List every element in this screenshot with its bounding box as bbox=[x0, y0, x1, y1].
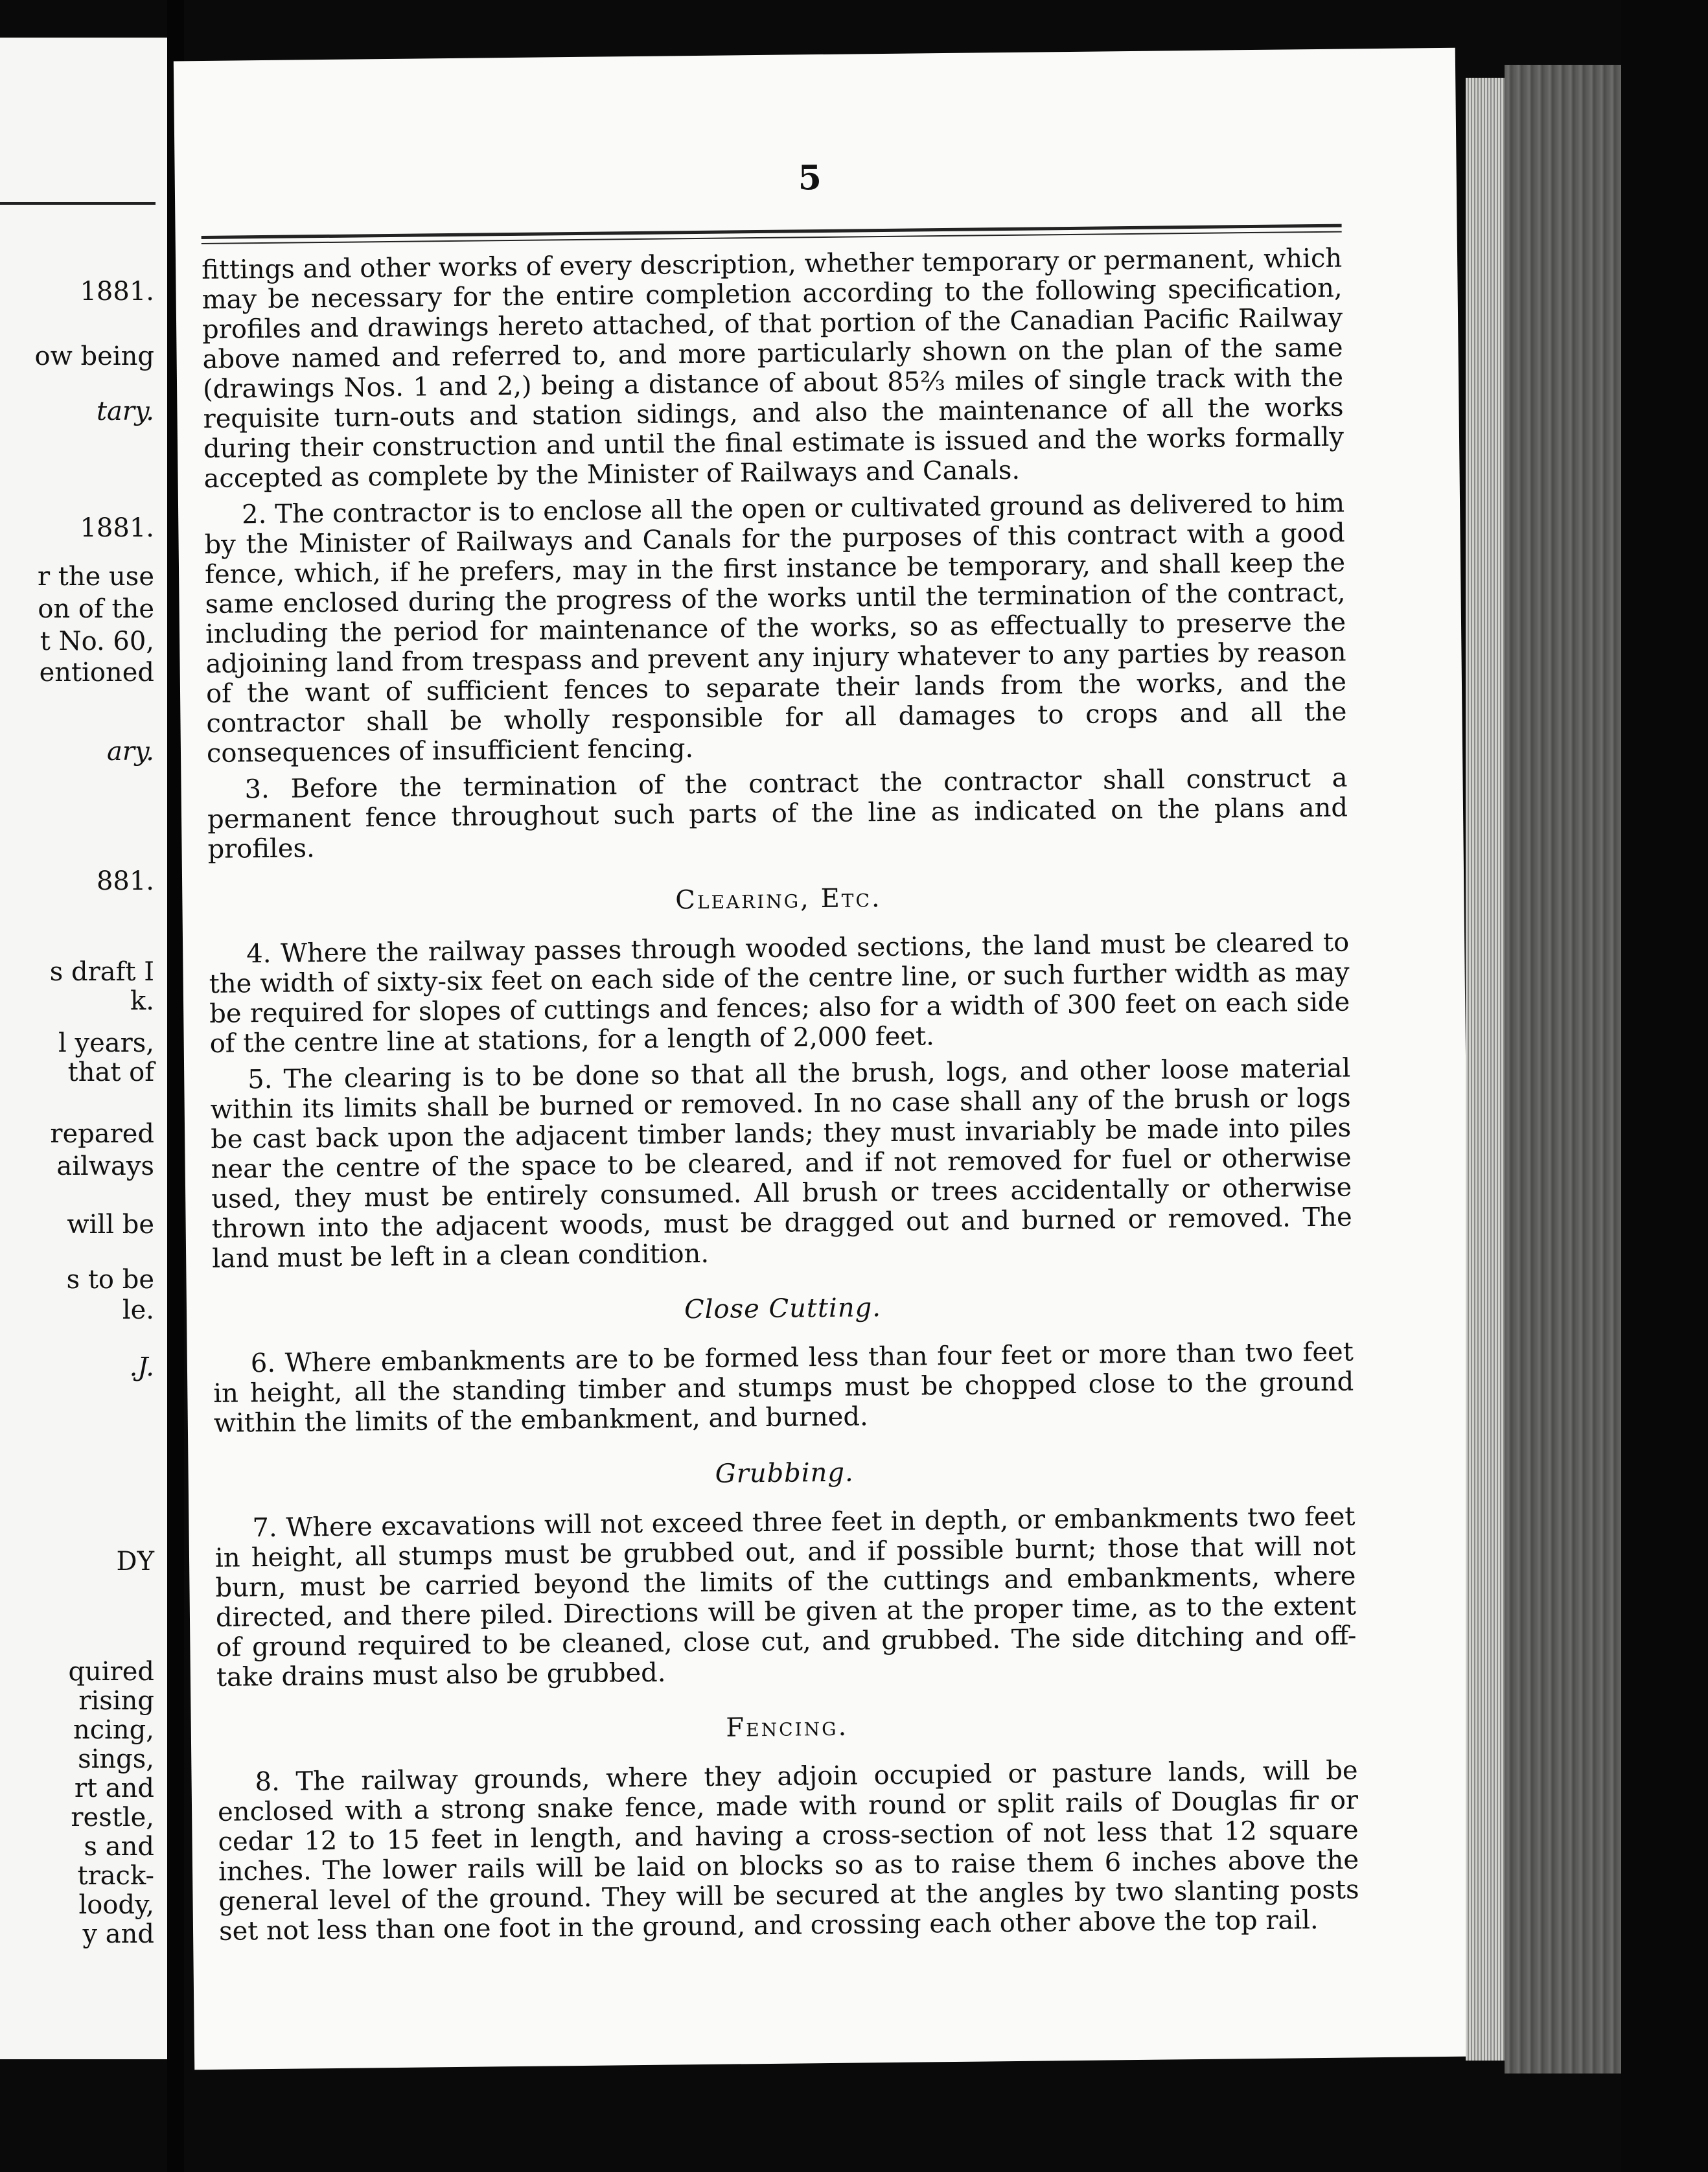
left-page-line: y and bbox=[82, 1919, 154, 1949]
left-page-line: 1881. bbox=[80, 513, 154, 543]
left-page-line: ow being bbox=[34, 341, 154, 371]
left-page-line: rising bbox=[78, 1686, 154, 1716]
left-page-line: tary. bbox=[96, 397, 154, 426]
paragraph: 8. The railway grounds, where they adjoin occupied or pasture lands, will be enclosed with a strong snake fence, made with round or split rails of Douglas fir or cedar 12 to 15 feet in length, and having a cross-section of not less that 12 square inches. The lower rails will be laid on blocks so as to raise them 6 inches above the general level of the ground. They will be secured at the angles by two slanting posts set not less than one foot in the ground, and crossing each other above the top rail. bbox=[217, 1755, 1359, 1947]
section-heading: Clearing, Etc. bbox=[675, 883, 882, 916]
left-page-line: will be bbox=[67, 1210, 154, 1240]
left-page-line: s to be bbox=[66, 1265, 154, 1295]
paragraph: 6. Where embankments are to be formed less than four feet or more than two feet in height, all the standing timber and stumps must be chopped close to the ground within the limits of the embankment, and burned. bbox=[213, 1337, 1354, 1438]
left-page-line: le. bbox=[122, 1295, 154, 1325]
left-page-line: track- bbox=[77, 1861, 154, 1891]
left-page-line: l years, bbox=[58, 1028, 154, 1058]
left-page-line: 1881. bbox=[80, 277, 154, 306]
left-page-line: s draft I bbox=[49, 957, 154, 987]
page-edges bbox=[1466, 78, 1505, 2061]
section-subheading: Grubbing. bbox=[715, 1457, 854, 1489]
left-page-line: rt and bbox=[74, 1773, 154, 1803]
paragraph: 3. Before the termination of the contract the contractor shall construct a permanent fence throughout such parts of the line as indicated on the plans and profiles. bbox=[207, 763, 1348, 864]
left-page-line: 881. bbox=[96, 866, 154, 896]
left-page-line: that of bbox=[67, 1057, 154, 1087]
section-subheading: Close Cutting. bbox=[684, 1293, 882, 1325]
book-cover-edge bbox=[1505, 65, 1621, 2074]
left-page-line: ary. bbox=[107, 737, 154, 767]
paragraph: 4. Where the railway passes through wooded sections, the land must be cleared to the width of sixty-six feet on each side of the centre line, or such further width as may be required for slopes of cuttings and fences; also for a width of 300 feet on each side of the centre line at stations, for a length of 2,000 feet. bbox=[209, 927, 1350, 1059]
left-page-line: restle, bbox=[71, 1803, 154, 1832]
left-page-line: t No. 60, bbox=[40, 627, 154, 656]
paragraph: 7. Where excavations will not exceed three feet in depth, or embankments two feet in height, all stumps must be grubbed out, and if possible burnt; those that will not burn, must be carried beyond the limits of the cuttings and embankments, where directed, and there piled. Directions will be given at the proper time, as to the extent of ground required to be cleaned, close cut, and grubbed. The side ditching and off-take drains must also be grubbed. bbox=[214, 1501, 1357, 1693]
document-page bbox=[174, 48, 1476, 2070]
left-page-line: on of the bbox=[38, 594, 154, 624]
left-page-line: k. bbox=[130, 986, 154, 1016]
left-page-line: s and bbox=[84, 1832, 154, 1862]
left-page-line: entioned bbox=[39, 658, 154, 687]
left-page-line: r the use bbox=[37, 562, 154, 592]
left-page-line: .J. bbox=[129, 1352, 154, 1382]
left-page-line: ncing, bbox=[73, 1715, 154, 1745]
left-page-line: ailways bbox=[56, 1151, 154, 1181]
left-page-line: repared bbox=[50, 1119, 154, 1149]
paragraph: fittings and other works of every description, whether temporary or permanent, which may be necessary for the entire completion according to the following specification, profiles and drawings hereto attached, of that portion of the Canadian Pacific Railway above named and referred to, and more particularly shown on the plan of the same (drawings Nos. 1 and 2,) being a distance of about 85⅔ miles of single track with the requisite turn-outs and station sidings, and also the maintenance of all the works during their construction and until the final estimate is issued and the works formally accepted as complete by the Minister of Railways and Canals. bbox=[201, 243, 1344, 494]
paragraph: 2. The contractor is to enclose all the open or cultivated ground as delivered to him by the Minister of Railways and Canals for the purposes of this contract with a good fence, which, if he prefers, may in the first instance be temporary, and shall keep the same enclosed during the progress of the works until the termination of the contract, including the period for maintenance of the works, so as effectually to preserve the adjoining land from trespass and prevent any injury whatever to any parties by reason of the want of sufficient fences to separate their lands from the works, and the contractor shall be wholly responsible for all damages to crops and all the consequences of insufficient fencing. bbox=[204, 488, 1347, 768]
left-facing-page bbox=[0, 38, 171, 2059]
left-page-rule bbox=[0, 202, 156, 205]
page-number: 5 bbox=[798, 157, 822, 198]
paragraph: 5. The clearing is to be done so that all the brush, logs, and other loose material within its limits shall be burned or removed. In no case shall any of the brush or logs be cast back upon the adjacent timber lands; they must invariably be made into piles near the centre of the space to be cleared, and if not removed for fuel or otherwise used, they must be entirely consumed. All brush or trees accidentally or otherwise thrown into the adjacent woods, must be dragged out and burned or removed. The land must be left in a clean condition. bbox=[210, 1053, 1352, 1274]
left-page-line: quired bbox=[68, 1657, 154, 1687]
section-heading: Fencing. bbox=[726, 1711, 849, 1743]
left-page-line: loody, bbox=[78, 1890, 154, 1920]
left-page-line: DY bbox=[116, 1547, 154, 1577]
left-page-line: sings, bbox=[78, 1744, 154, 1774]
body-text bbox=[202, 244, 1359, 1953]
background-right bbox=[1621, 0, 1708, 2172]
